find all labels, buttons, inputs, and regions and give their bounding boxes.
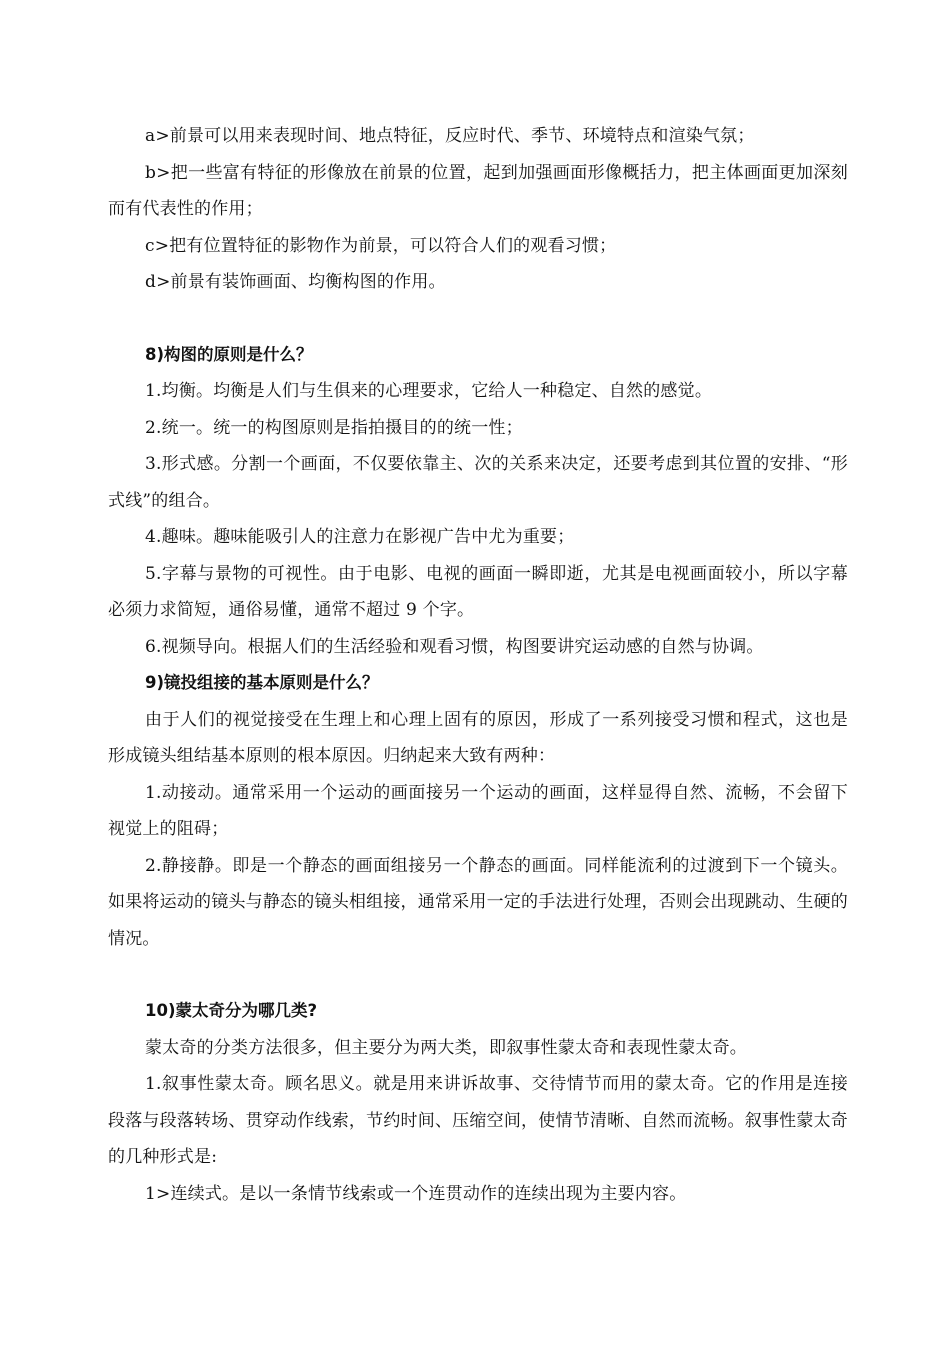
paragraph: 3.形式感。分割一个画面，不仅要依靠主、次的关系来决定，还要考虑到其位置的安排、“形式线”的组合。 (108, 454, 848, 511)
paragraph: 4.趣味。趣味能吸引人的注意力在影视广告中尤为重要； (145, 527, 575, 547)
paragraph: 2.静接静。即是一个静态的画面组接另一个静态的画面。同样能流利的过渡到下一个镜头。如果将运动的镜头与静态的镜头相组接，通常采用一定的手法进行处理，否则会出现跳动、生硬的情况。 (108, 855, 848, 949)
paragraph: d>前景有装饰画面、均衡构图的作用。 (145, 272, 446, 292)
paragraph: 1.动接动。通常采用一个运动的画面接另一个运动的画面，这样显得自然、流畅，不会留下视觉上的阻碍； (108, 782, 848, 839)
spacer (108, 957, 848, 993)
section-heading-9: 9)镜投组接的基本原则是什么？ (145, 673, 379, 692)
paragraph: 2.统一。统一的构图原则是指拍摄目的的统一性； (145, 417, 523, 438)
document-body (108, 118, 848, 1212)
paragraph: c>把有位置特征的影物作为前景，可以符合人们的观看习惯； (145, 235, 617, 256)
paragraph: 1>连续式。是以一条情节线索或一个连贯动作的连续出现为主要内容。 (145, 1183, 687, 1204)
paragraph: a>前景可以用来表现时间、地点特征，反应时代、季节、环境特点和渲染气氛； (145, 126, 755, 146)
paragraph: 1.叙事性蒙太奇。顾名思义。就是用来讲诉故事、交待情节而用的蒙太奇。它的作用是连接段落与段落转场、贯穿动作线索，节约时间、压缩空间，使情节清晰、自然而流畅。叙事性蒙太奇的几种形式是: (108, 1074, 848, 1167)
section-heading-10: 10)蒙太奇分为哪几类? (145, 1001, 318, 1020)
paragraph: 1.均衡。均衡是人们与生俱来的心理要求，它给人一种稳定、自然的感觉。 (145, 381, 713, 401)
paragraph: b>把一些富有特征的形像放在前景的位置，起到加强画面形像概括力，把主体画面更加深刻而有代表性的作用； (108, 162, 848, 219)
paragraph: 蒙太奇的分类方法很多，但主要分为两大类，即叙事性蒙太奇和表现性蒙太奇。 (145, 1037, 747, 1058)
spacer (108, 301, 848, 337)
paragraph: 6.视频导向。根据人们的生活经验和观看习惯，构图要讲究运动感的自然与协调。 (145, 636, 764, 657)
paragraph: 5.字幕与景物的可视性。由于电影、电视的画面一瞬即逝，尤其是电视画面较小，所以字幕必须力求简短，通俗易懂，通常不超过 9 个字。 (108, 563, 848, 620)
paragraph: 由于人们的视觉接受在生理上和心理上固有的原因，形成了一系列接受习惯和程式，这也是形成镜头组结基本原则的根本原因。归纳起来大致有两种： (108, 709, 848, 766)
section-heading-8: 8)构图的原则是什么？ (145, 344, 313, 364)
